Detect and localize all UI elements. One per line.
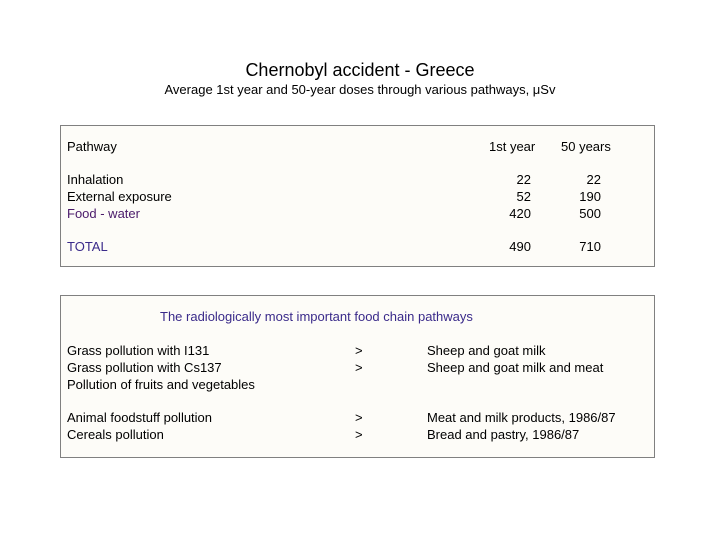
fifty-years-value: 190 (579, 189, 601, 204)
target-label: Sheep and goat milk and meat (427, 360, 604, 375)
arrow-icon: > (355, 410, 363, 425)
target-label: Meat and milk products, 1986/87 (427, 410, 616, 425)
pathway-label: Inhalation (67, 172, 124, 187)
food-chain-title: The radiologically most important food chain pathways (160, 309, 473, 324)
header-pathway: Pathway (67, 139, 117, 154)
total-fifty-years: 710 (579, 239, 601, 254)
page-subtitle: Average 1st year and 50-year doses through various pathways, μSv (164, 82, 556, 97)
header-first-year: 1st year (489, 139, 536, 154)
header-fifty-years: 50 years (561, 139, 611, 154)
fifty-years-value: 22 (586, 172, 601, 187)
food-chain-panel (60, 295, 655, 458)
doses-table (60, 125, 655, 267)
target-label: Sheep and goat milk (427, 343, 546, 358)
fifty-years-value: 500 (579, 206, 601, 221)
first-year-value: 22 (516, 172, 531, 187)
pathway-label: External exposure (67, 189, 172, 204)
page-title: Chernobyl accident - Greece (245, 60, 475, 80)
first-year-value: 420 (509, 206, 531, 221)
first-year-value: 52 (516, 189, 531, 204)
pathway-label: Food - water (67, 206, 140, 221)
source-label: Pollution of fruits and vegetables (67, 377, 255, 392)
source-label: Grass pollution with I131 (67, 343, 210, 358)
source-label: Animal foodstuff pollution (67, 410, 213, 425)
total-first-year: 490 (509, 239, 531, 254)
source-label: Cereals pollution (67, 427, 164, 442)
arrow-icon: > (355, 360, 363, 375)
source-label: Grass pollution with Cs137 (67, 360, 222, 375)
target-label: Bread and pastry, 1986/87 (427, 427, 580, 442)
arrow-icon: > (355, 427, 363, 442)
total-label: TOTAL (67, 239, 108, 254)
arrow-icon: > (355, 343, 363, 358)
